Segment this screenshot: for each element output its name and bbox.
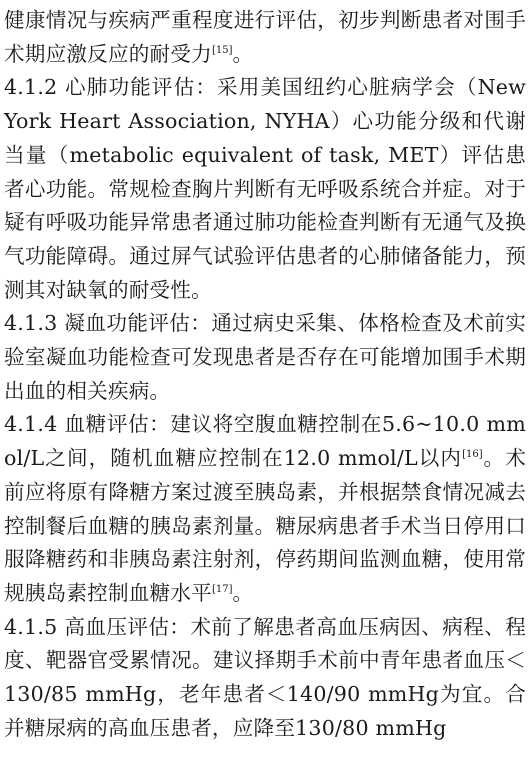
section-4-1-5 [4, 611, 526, 746]
paragraph-text: 采用美国纽约心脏病学会（New York Heart Association, NYHA）心功能分级和代谢当量（metabolic equivalent of task, MET）评估患者心功能。常规检查胸片判断有无呼吸系统合并症。对于疑有呼吸功能异常患者通过肺功能检查判断有无通气及换气功能障碍。通过屏气试验评估患者的心肺储备能力，预测其对缺氧的耐受性。 [4, 75, 527, 302]
citation-ref: [15] [211, 44, 233, 56]
paragraph-text: 。 [232, 41, 254, 66]
section-heading: 4.1.5 高血压评估： [4, 614, 191, 639]
section-4-1-4 [4, 408, 526, 610]
paragraph-text: 。 [232, 580, 254, 605]
section-heading: 4.1.2 心肺功能评估： [4, 75, 218, 100]
paragraph-text: 建议将空腹血糖控制在5.6~10.0 mmol/L之间，随机血糖应控制在12.0 mmol/L以内 [4, 412, 526, 471]
section-heading: 4.1.4 血糖评估： [4, 412, 171, 437]
citation-ref: [16] [462, 449, 483, 461]
section-heading: 4.1.3 凝血功能评估： [4, 311, 212, 336]
section-4-1-2 [4, 71, 526, 307]
paragraph-intro-continuation [4, 4, 526, 71]
paragraph-text: 。术前应将原有降糖方案过渡至胰岛素，并根据禁食情况减去控制餐后血糖的胰岛素剂量。糖尿病患者手术当日停用口服降糖药和非胰岛素注射剂，停药期间监测血糖，使用常规胰岛素控制血糖水平 [4, 446, 526, 605]
paragraph-text: 健康情况与疾病严重程度进行评估，初步判断患者对围手术期应激反应的耐受力 [4, 8, 526, 66]
paragraph-text: 术前了解患者高血压病因、病程、程度、靶器官受累情况。建议择期手术前中青年患者血压＜130/85 mmHg，老年患者＜140/90 mmHg为宜。合并糖尿病的高血压患者，应降至130/80 mmHg [4, 614, 526, 740]
section-4-1-3 [4, 307, 526, 408]
citation-ref: [17] [211, 583, 233, 595]
paragraph-text: 通过病史采集、体格检查及术前实验室凝血功能检查可发现患者是否存在可能增加围手术期出血的相关疾病。 [4, 311, 527, 403]
